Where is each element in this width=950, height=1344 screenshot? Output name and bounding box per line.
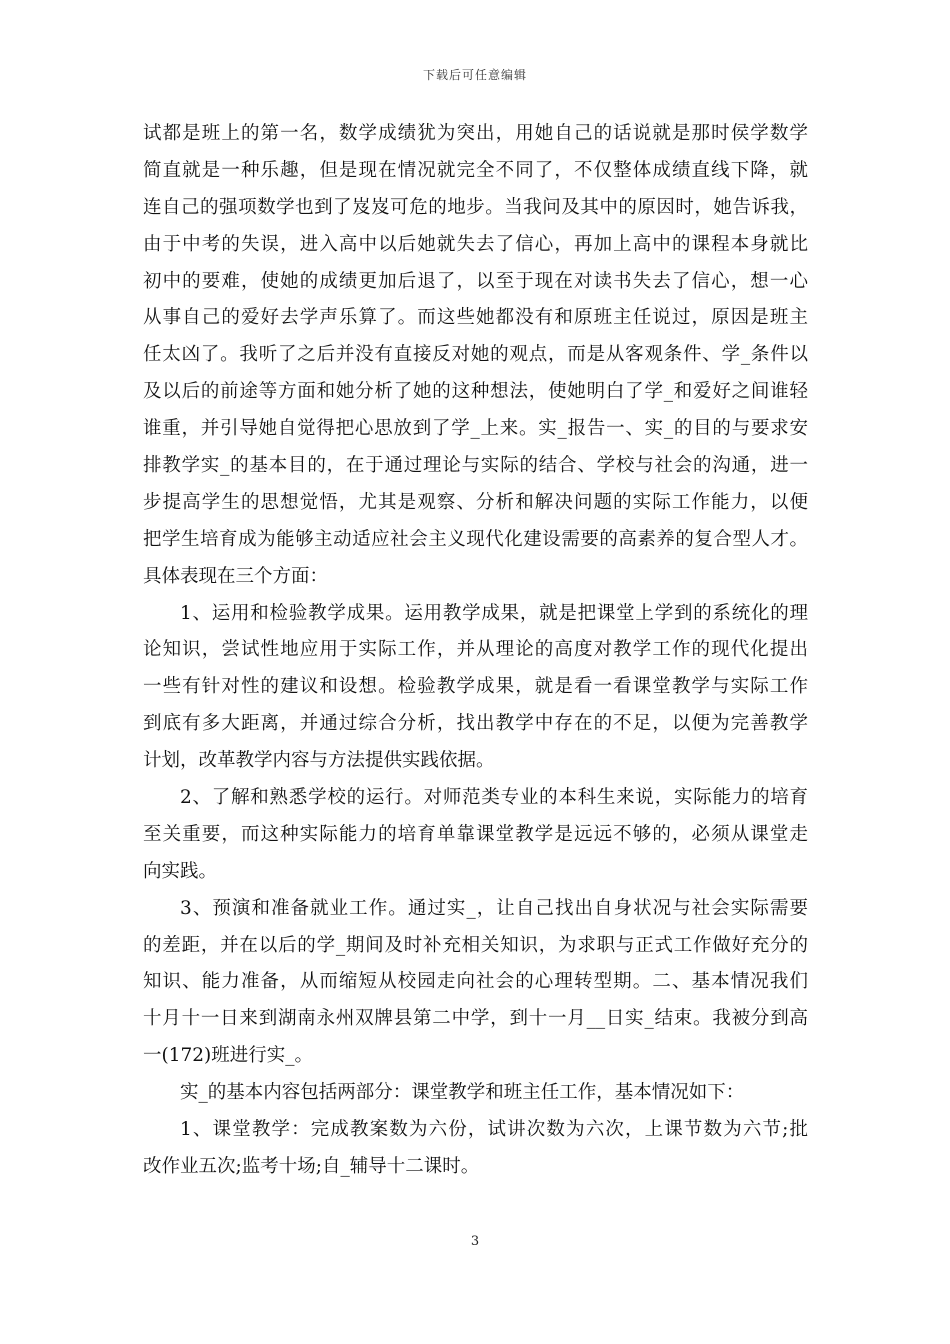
text-line: 的差距，并在以后的学_期间及时补充相关知识，为求职与正式工作做好充分的 — [143, 934, 808, 956]
document-body — [143, 116, 808, 1186]
text-line: 一(172)班进行实_。 — [143, 1045, 313, 1067]
text-line: 从事自己的爱好去学声乐算了。而这些她都没有和原班主任说过，原因是班主 — [143, 307, 808, 329]
text-line: 排教学实_的基本目的，在于通过理论与实际的结合、学校与社会的沟通，进一 — [143, 455, 808, 477]
text-line: 十月十一日来到湖南永州双牌县第二中学，到十一月__日实_结束。我被分到高 — [143, 1008, 808, 1030]
text-line: 谁重，并引导她自觉得把心思放到了学_上来。实_报告一、实_的目的与要求安 — [143, 418, 808, 440]
text-line: 把学生培育成为能够主动适应社会主义现代化建设需要的高素养的复合型人才。 — [143, 528, 808, 550]
text-line: 由于中考的失误，进入高中以后她就失去了信心，再加上高中的课程本身就比 — [143, 233, 808, 255]
text-line: 改作业五次;监考十场;自_辅导十二课时。 — [143, 1155, 480, 1177]
page-number: 3 — [470, 1234, 480, 1249]
text-line: 步提高学生的思想觉悟，尤其是观察、分析和解决问题的实际工作能力，以便 — [143, 491, 808, 513]
text-line: 具体表现在三个方面： — [143, 565, 329, 587]
text-line: 计划，改革教学内容与方法提供实践依据。 — [143, 750, 495, 772]
text-line: 一些有针对性的建议和设想。检验教学成果，就是看一看课堂教学与实际工作 — [143, 676, 808, 698]
text-line: 2、了解和熟悉学校的运行。对师范类专业的本科生来说，实际能力的培育 — [180, 787, 808, 809]
text-line: 3、预演和准备就业工作。通过实_，让自己找出自身状况与社会实际需要 — [180, 897, 808, 919]
text-line: 连自己的强项数学也到了岌岌可危的地步。当我问及其中的原因时，她告诉我， — [143, 196, 808, 218]
text-line: 1、课堂教学：完成教案数为六份，试讲次数为六次，上课节数为六节;批 — [180, 1119, 808, 1141]
text-line: 1、运用和检验教学成果。运用教学成果，就是把课堂上学到的系统化的理 — [180, 602, 808, 624]
text-line: 论知识，尝试性地应用于实际工作，并从理论的高度对教学工作的现代化提出 — [143, 639, 808, 661]
text-line: 及以后的前途等方面和她分析了她的这种想法，使她明白了学_和爱好之间谁轻 — [143, 381, 808, 403]
text-line: 试都是班上的第一名，数学成绩犹为突出，用她自己的话说就是那时侯学数学 — [143, 123, 808, 144]
text-line: 初中的要难，使她的成绩更加后退了，以至于现在对读书失去了信心，想一心 — [143, 270, 808, 292]
text-line: 向实践。 — [143, 860, 218, 882]
text-line: 知识、能力准备，从而缩短从校园走向社会的心理转型期。二、基本情况我们 — [143, 971, 808, 993]
page-header: 下载后可任意编辑 — [422, 68, 527, 82]
text-line: 到底有多大距离，并通过综合分析，找出教学中存在的不足，以便为完善教学 — [143, 713, 808, 735]
text-line: 实_的基本内容包括两部分：课堂教学和班主任工作，基本情况如下： — [180, 1082, 745, 1104]
text-line: 任太凶了。我听了之后并没有直接反对她的观点，而是从客观条件、学_条件以 — [143, 344, 808, 366]
text-line: 简直就是一种乐趣，但是现在情况就完全不同了，不仅整体成绩直线下降，就 — [143, 159, 808, 181]
text-line: 至关重要，而这种实际能力的培育单靠课堂教学是远远不够的，必须从课堂走 — [143, 823, 808, 845]
